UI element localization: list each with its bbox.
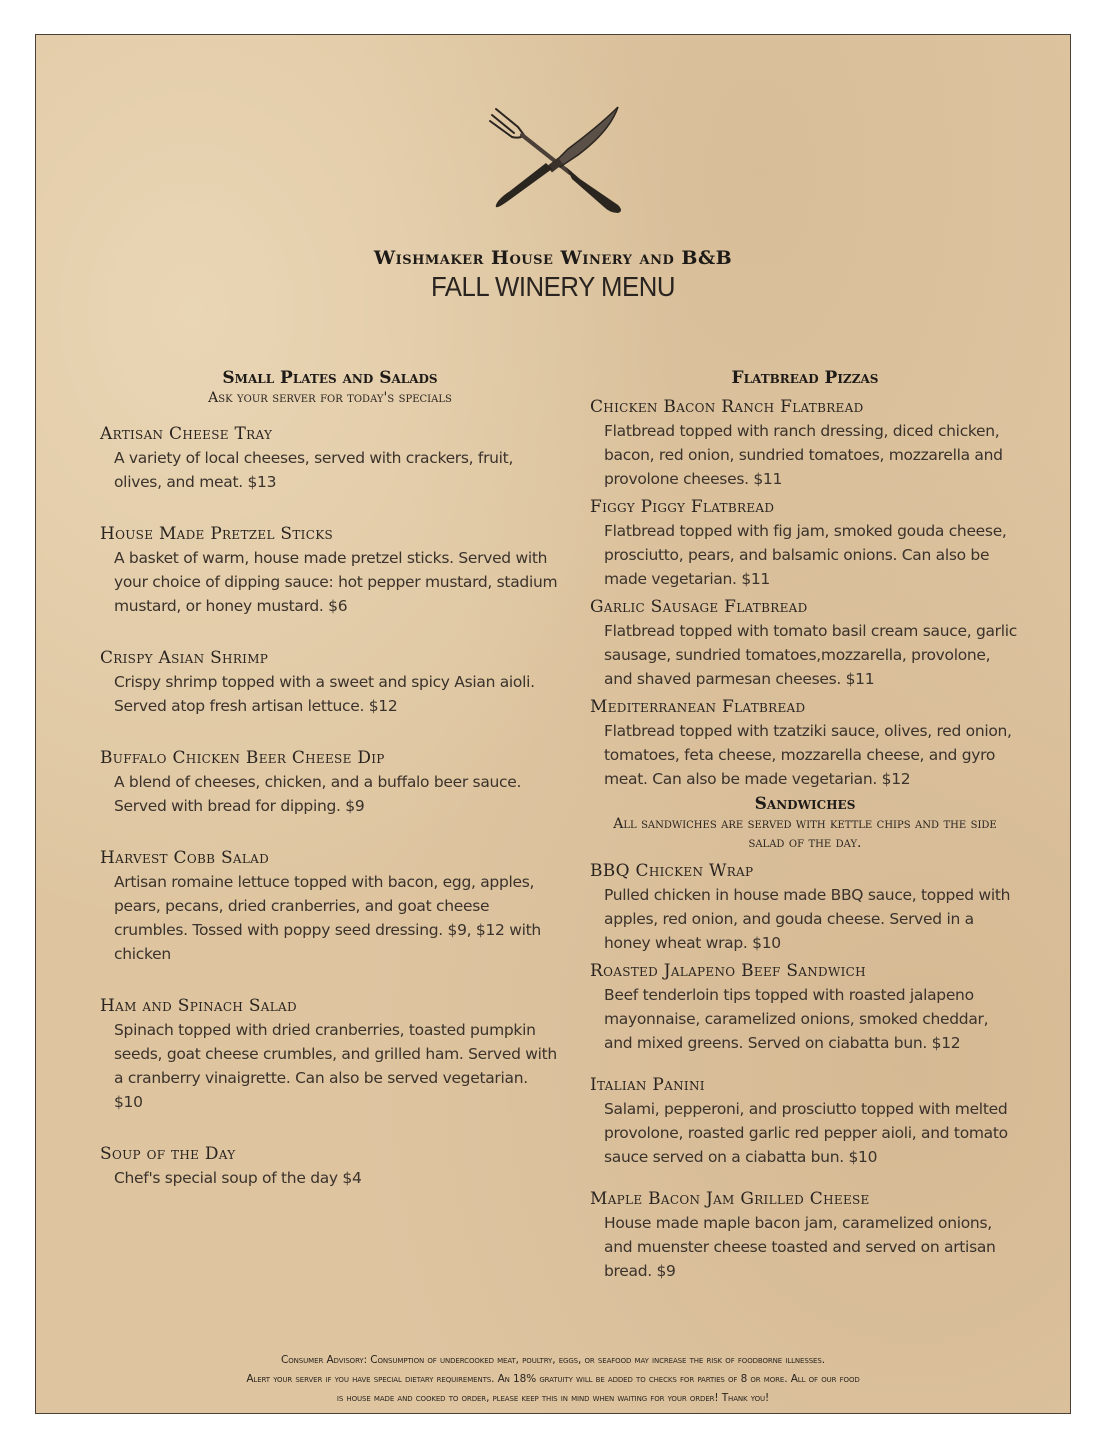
section-subtitle-sandwiches: All sandwiches are served with kettle chips and the side salad of the day. (613, 816, 997, 851)
menu-item (100, 522, 560, 618)
item-description: A variety of local cheeses, served with crackers, fruit, olives, and meat. $13 (114, 449, 514, 491)
section-title-flatbread: Flatbread Pizzas (731, 368, 879, 388)
item-description: Pulled chicken in house made BBQ sauce, topped with apples, red onion, and gouda cheese. Served in a honey wheat wrap. $10 (604, 886, 1011, 952)
menu-item (590, 595, 1020, 691)
menu-item (100, 746, 560, 818)
menu-item (590, 1187, 1020, 1283)
menu-item (100, 1142, 560, 1190)
item-description: Beef tenderloin tips topped with roasted jalapeno mayonnaise, caramelized onions, smoked cheddar, and mixed greens. Served on ciabatta bun. $12 (604, 986, 989, 1052)
item-description: Flatbread topped with tzatziki sauce, olives, red onion, tomatoes, feta cheese, mozzarella cheese, and gyro meat. Can also be made vegetarian. $12 (604, 722, 1012, 788)
advisory-line: is house made and cooked to order, please keep this in mind when waiting for your order! Thank you! (336, 1392, 770, 1404)
item-name: Soup of the Day (100, 1144, 236, 1164)
brand-name: Wishmaker House Winery and B&B (373, 247, 733, 269)
item-description: Flatbread topped with ranch dressing, diced chicken, bacon, red onion, sundried tomatoes, mozzarella and provolone cheeses. $11 (604, 422, 1003, 488)
menu-item (590, 495, 1020, 591)
menu-item (590, 959, 1020, 1055)
advisory-line: Consumer Advisory: Consumption of undercooked meat, poultry, eggs, or seafood may increase the risk of foodborne illnesses. (281, 1354, 825, 1366)
menu-page (35, 34, 1071, 1414)
item-description: Flatbread topped with tomato basil cream sauce, garlic sausage, sundried tomatoes,mozzarella, provolone, and shaved parmesan cheeses. $11 (604, 622, 1017, 688)
item-name: Artisan Cheese Tray (100, 424, 273, 444)
advisory-line: Alert your server if you have special dietary requirements. An 18% gratuity will be added to checks for parties of 8 or more. All of our food (246, 1373, 860, 1385)
item-name: Maple Bacon Jam Grilled Cheese (590, 1189, 870, 1209)
item-description: Salami, pepperoni, and prosciutto topped with melted provolone, roasted garlic red pepper aioli, and tomato sauce served on a ciabatta bun. $10 (604, 1100, 1008, 1166)
section-subtitle-specials: Ask your server for today's specials (208, 390, 452, 406)
item-description: Spinach topped with dried cranberries, toasted pumpkin seeds, goat cheese crumbles, and grilled ham. Served with a cranberry vinaigrette. Can also be served vegetarian. $10 (114, 1021, 557, 1111)
item-name: House Made Pretzel Sticks (100, 524, 333, 544)
item-name: Mediterranean Flatbread (590, 697, 806, 717)
menu-item (100, 422, 560, 494)
item-name: Chicken Bacon Ranch Flatbread (590, 397, 864, 417)
item-name: Buffalo Chicken Beer Cheese Dip (100, 748, 385, 768)
menu-item (100, 994, 560, 1114)
item-name: Ham and Spinach Salad (100, 996, 297, 1016)
menu-item (590, 695, 1020, 791)
section-title-sandwiches: Sandwiches (754, 794, 856, 814)
menu-item (590, 1073, 1020, 1169)
item-name: Crispy Asian Shrimp (100, 648, 269, 668)
item-name: Harvest Cobb Salad (100, 848, 270, 868)
item-description: A basket of warm, house made pretzel sticks. Served with your choice of dipping sauce: hot pepper mustard, stadium mustard, or honey mustard. $6 (114, 549, 558, 615)
menu-item (100, 646, 560, 718)
item-description: House made maple bacon jam, caramelized onions, and muenster cheese toasted and served on artisan bread. $9 (604, 1214, 996, 1280)
item-description: A blend of cheeses, chicken, and a buffalo beer sauce. Served with bread for dipping. $9 (114, 773, 522, 815)
section-title-small-plates: Small Plates and Salads (222, 368, 438, 388)
item-name: BBQ Chicken Wrap (590, 861, 754, 881)
item-description: Chef's special soup of the day $4 (114, 1169, 362, 1187)
item-description: Flatbread topped with fig jam, smoked gouda cheese, prosciutto, pears, and balsamic onions. Can also be made vegetarian. $11 (604, 522, 1007, 588)
menu-item (590, 859, 1020, 955)
item-name: Figgy Piggy Flatbread (590, 497, 775, 517)
menu-title: FALL WINERY MENU (430, 271, 676, 302)
item-name: Garlic Sausage Flatbread (590, 597, 808, 617)
item-description: Artisan romaine lettuce topped with bacon, egg, apples, pears, pecans, dried cranberries, and goat cheese crumbles. Tossed with poppy seed dressing. $9, $12 with chicken (114, 873, 541, 963)
flatbread-sandwich-column (590, 367, 1020, 1283)
menu-item (100, 846, 560, 966)
item-name: Roasted Jalapeno Beef Sandwich (590, 961, 866, 981)
consumer-advisory (76, 1351, 1030, 1408)
item-name: Italian Panini (590, 1075, 705, 1095)
menu-item (590, 395, 1020, 491)
small-plates-column (100, 367, 560, 1190)
item-description: Crispy shrimp topped with a sweet and spicy Asian aioli. Served atop fresh artisan lettuce. $12 (114, 673, 535, 715)
crossed-fork-knife-icon (488, 105, 628, 215)
